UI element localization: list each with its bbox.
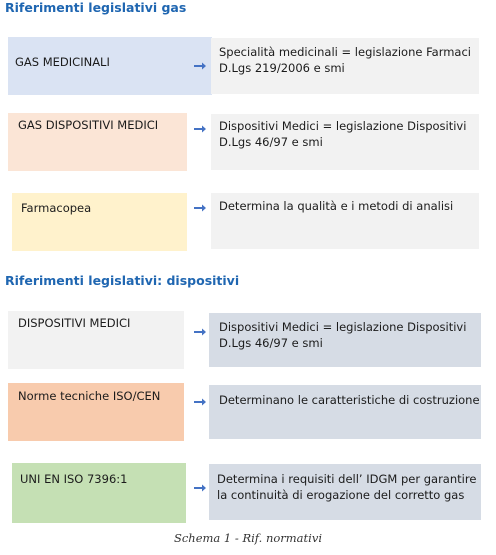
box-gas-medicinali: [8, 37, 212, 95]
box-label: UNI EN ISO 7396:1: [20, 472, 128, 486]
right-arrow-icon: [194, 484, 206, 492]
box-dispositivi-medici-legislazione-2: [209, 313, 481, 367]
right-arrow-icon: [194, 398, 206, 406]
box-text-line: Dispositivi Medici = legislazione Dispositivi: [219, 320, 467, 334]
box-label: GAS MEDICINALI: [15, 55, 110, 69]
box-dispositivi-medici: [8, 311, 184, 369]
box-label: Farmacopea: [21, 201, 92, 215]
box-label: GAS DISPOSITIVI MEDICI: [18, 118, 159, 132]
box-farmacopea: [12, 193, 187, 251]
box-requisiti-idgm: [209, 464, 481, 520]
section-title-dispositivi: Riferimenti legislativi: dispositivi: [5, 273, 240, 288]
right-arrow-icon: [194, 62, 206, 70]
right-arrow-icon: [194, 328, 206, 336]
box-label: Norme tecniche ISO/CEN: [18, 389, 161, 403]
box-text-line: D.Lgs 46/97 e smi: [219, 336, 323, 350]
box-gas-dispositivi-medici: [8, 113, 187, 171]
box-norme-tecniche: [8, 383, 184, 441]
box-text-line: la continuità di erogazione del corretto gas: [217, 488, 465, 502]
box-label: DISPOSITIVI MEDICI: [18, 316, 131, 330]
box-text-line: D.Lgs 219/2006 e smi: [219, 61, 345, 75]
box-uni-en-iso: [12, 463, 186, 523]
box-text-line: D.Lgs 46/97 e smi: [219, 135, 323, 149]
box-text-line: Specialità medicinali = legislazione Farmaci: [219, 45, 471, 59]
section-title-gas: Riferimenti legislativi gas: [5, 0, 187, 15]
figure-caption: Schema 1 - Rif. normativi: [173, 531, 323, 545]
box-qualita-metodi: [211, 193, 479, 249]
box-text-line: Determinano le caratteristiche di costruzione: [219, 393, 480, 407]
box-specialita-medicinali: [211, 38, 479, 94]
box-caratteristiche-costruzione: [209, 385, 481, 439]
right-arrow-icon: [194, 204, 206, 212]
box-text-line: Determina i requisiti dell’ IDGM per garantire: [217, 472, 477, 486]
box-text-line: Determina la qualità e i metodi di analisi: [219, 199, 454, 213]
right-arrow-icon: [194, 125, 206, 133]
box-text-line: Dispositivi Medici = legislazione Dispositivi: [219, 119, 467, 133]
box-dispositivi-medici-legislazione: [211, 114, 479, 170]
